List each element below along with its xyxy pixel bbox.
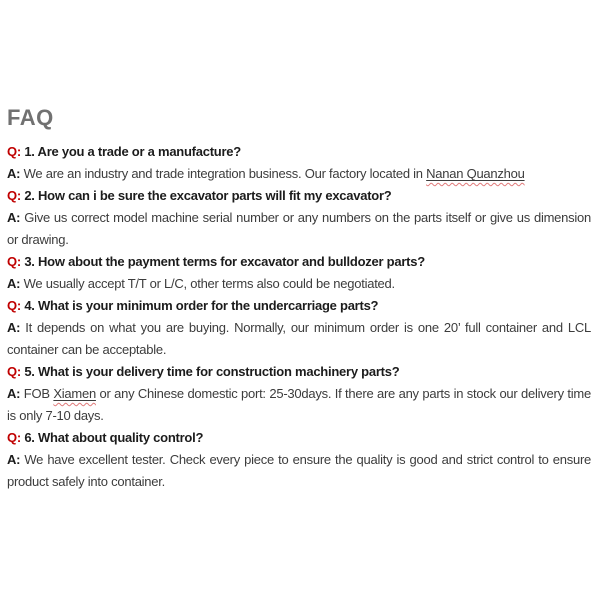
q-label: Q:	[7, 254, 21, 269]
a-label: A:	[7, 276, 21, 291]
q-label: Q:	[7, 298, 21, 313]
faq-item-3	[7, 251, 591, 295]
underlined-place-name	[426, 166, 524, 181]
a-label: A:	[7, 320, 21, 335]
question-text: 6. What about quality control?	[24, 430, 204, 445]
spellcheck-word: Xiamen	[53, 386, 96, 401]
faq-question	[7, 141, 591, 163]
faq-answer	[7, 317, 591, 361]
faq-item-1	[7, 141, 591, 185]
faq-item-4	[7, 295, 591, 361]
answer-text: It depends on what you are buying. Normally, our minimum order is one 20’ full container and LCL container can be acceptable.	[7, 320, 591, 357]
faq-answer	[7, 449, 591, 493]
faq-answer	[7, 207, 591, 251]
faq-item-6	[7, 427, 591, 493]
spellcheck-word: Nanan Quanzhou	[426, 166, 525, 181]
faq-question	[7, 295, 591, 317]
page-title: FAQ	[7, 105, 54, 130]
answer-text: We have excellent tester. Check every piece to ensure the quality is good and strict control to ensure product safely into container.	[7, 452, 591, 489]
q-label: Q:	[7, 188, 21, 203]
question-text: 1. Are you a trade or a manufacture?	[24, 144, 241, 159]
faq-question	[7, 185, 591, 207]
answer-text: Give us correct model machine serial number or any numbers on the parts itself or give us dimension or drawing.	[7, 210, 591, 247]
faq-answer	[7, 383, 591, 427]
q-label: Q:	[7, 144, 21, 159]
faq-answer	[7, 273, 591, 295]
answer-text: FOB	[23, 386, 50, 401]
faq-list	[7, 141, 591, 493]
question-text: 2. How can i be sure the excavator parts will fit my excavator?	[24, 188, 392, 203]
q-label: Q:	[7, 364, 21, 379]
a-label: A:	[7, 386, 21, 401]
faq-question	[7, 361, 591, 383]
faq-question	[7, 427, 591, 449]
faq-item-2	[7, 185, 591, 251]
answer-text: or any Chinese domestic port: 25-30days. If there are any parts in stock our delivery time is only 7-10 days.	[7, 386, 591, 423]
answer-text: We are an industry and trade integration business. Our factory located in	[23, 166, 423, 181]
question-text: 5. What is your delivery time for construction machinery parts?	[24, 364, 400, 379]
faq-question	[7, 251, 591, 273]
question-text: 4. What is your minimum order for the undercarriage parts?	[24, 298, 379, 313]
faq-item-5	[7, 361, 591, 427]
question-text: 3. How about the payment terms for excavator and bulldozer parts?	[24, 254, 425, 269]
underlined-place-name	[53, 386, 96, 401]
q-label: Q:	[7, 430, 21, 445]
document-body	[7, 106, 591, 493]
faq-answer	[7, 163, 591, 185]
a-label: A:	[7, 210, 21, 225]
answer-text: We usually accept T/T or L/C, other terms also could be negotiated.	[23, 276, 395, 291]
a-label: A:	[7, 166, 21, 181]
a-label: A:	[7, 452, 21, 467]
